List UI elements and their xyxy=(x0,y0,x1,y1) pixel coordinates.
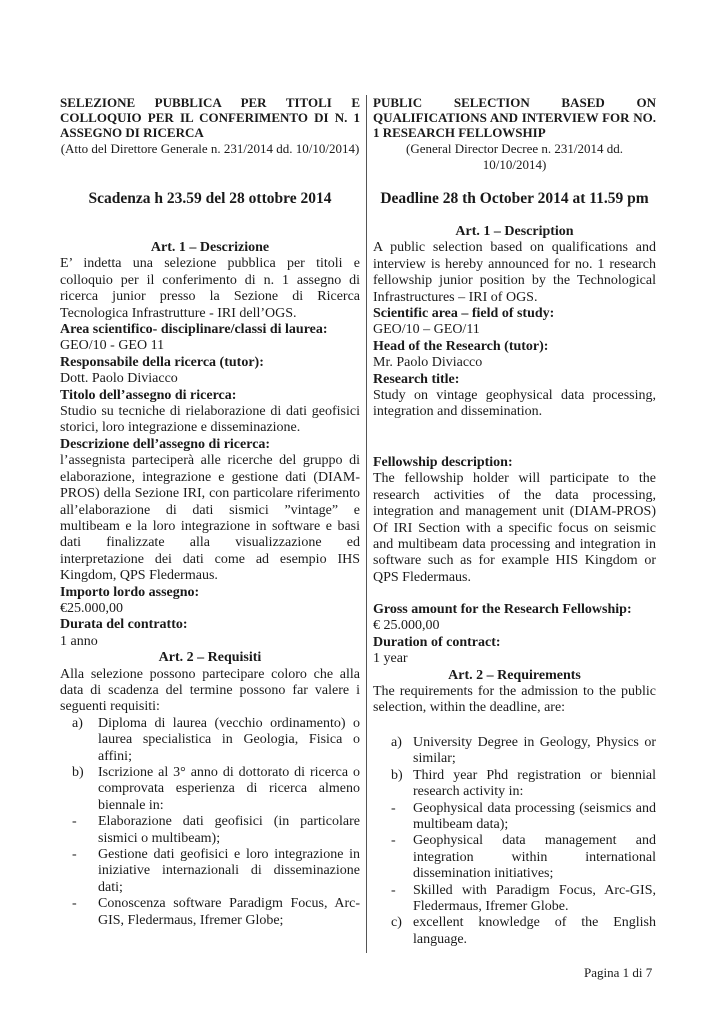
english-amount-value: € 25.000,00 xyxy=(373,618,440,634)
italian-tutor-label: Responsabile della ricerca (tutor): xyxy=(60,354,264,370)
english-title-value: Study on vintage geophysical data processing, integration and dissemination. xyxy=(373,388,656,420)
column-divider xyxy=(366,95,367,953)
italian-tutor-value: Dott. Paolo Diviacco xyxy=(60,371,178,387)
italian-req-d1: - Elaborazione dati geofisici (in particolare sismici o multibeam); xyxy=(72,814,360,846)
italian-duration-label: Durata del contratto: xyxy=(60,617,188,633)
english-req-a: a) University Degree in Geology, Physics or similar; xyxy=(391,735,656,767)
english-area-value: GEO/10 – GEO/11 xyxy=(373,322,480,338)
italian-amount-label: Importo lordo assegno: xyxy=(60,584,200,600)
english-req-c: c) excellent knowledge of the English language. xyxy=(391,915,656,947)
english-art1-text: A public selection based on qualifications and interview is hereby announced for no. 1 research fellowship junior position by the Technological Infrastructures – IRI of OGS. xyxy=(373,240,656,305)
english-req-d1: - Geophysical data processing (seismics and multibeam data); xyxy=(391,800,656,833)
english-tutor-label: Head of the Research (tutor): xyxy=(373,338,549,354)
english-req-d2: - Geophysical data management and integration within international dissemination initiatives; xyxy=(391,833,656,882)
italian-area-label: Area scientifico- disciplinare/classi di laurea: xyxy=(60,322,328,338)
english-duration-value: 1 year xyxy=(373,651,408,667)
italian-art1-text: E’ indetta una selezione pubblica per titoli e colloquio per il conferimento di n. 1 assegno di ricerca junior presso la Sezione di Ricerca Tecnologica Infrastrutture - IRI dell’OGS. xyxy=(60,256,360,321)
italian-req-d3: - Conoscenza software Paradigm Focus, Arc-GIS, Fledermaus, Ifremer Globe; xyxy=(72,896,360,928)
english-subheader: (General Director Decree n. 231/2014 dd. 10/10/2014) xyxy=(406,141,623,172)
english-art2-text: The requirements for the admission to the public selection, within the deadline, are: xyxy=(373,684,656,716)
italian-subheader: (Atto del Direttore Generale n. 231/2014 dd. 10/10/2014) xyxy=(60,141,360,156)
english-column xyxy=(373,95,656,173)
italian-title-label: Titolo dell’assegno di ricerca: xyxy=(60,387,237,403)
italian-deadline: Scadenza h 23.59 del 28 ottobre 2014 xyxy=(88,190,332,207)
english-amount-label: Gross amount for the Research Fellowship: xyxy=(373,602,632,617)
italian-amount-value: €25.000,00 xyxy=(60,600,123,616)
english-area-label: Scientific area – field of study: xyxy=(373,306,555,322)
english-art2-title: Art. 2 – Requirements xyxy=(448,667,581,683)
italian-title-value: Studio su tecniche di rielaborazione di dati geofisici storici, loro integrazione e disseminazione. xyxy=(60,404,360,436)
english-req-b: b) Third year Phd registration or biennial research activity in: xyxy=(391,767,656,800)
italian-art2-title: Art. 2 – Requisiti xyxy=(158,650,262,666)
english-duration-label: Duration of contract: xyxy=(373,634,501,650)
english-body-desc xyxy=(373,455,656,586)
italian-body xyxy=(60,240,360,929)
italian-area-value: GEO/10 - GEO 11 xyxy=(60,338,165,354)
page-number: Pagina 1 di 7 xyxy=(584,965,653,980)
italian-art2-text: Alla selezione possono partecipare coloro che alla data di scadenza del termine possono far valere i seguenti requisiti: xyxy=(60,666,360,715)
english-deadline: Deadline 28 th October 2014 at 11.59 pm xyxy=(380,190,649,207)
italian-desc-value: l’assegnista parteciperà alle ricerche del gruppo di elaborazione, integrazione e gestione dati (DIAM-PROS) della Sezione IRI, con particolare riferimento all’elaborazione di dati sismici ”vintage” e multibeam e la loro integrazione in software e basi dati finalizzate alla visualizzazione ed interpretazione dei dati come ad esempio IHS Kingdom, QPS Fledermaus. xyxy=(60,453,360,584)
english-req-d3: - Skilled with Paradigm Focus, Arc-GIS, Fledermaus, Ifremer Globe. xyxy=(391,882,656,915)
english-requirements xyxy=(373,735,656,948)
italian-req-a: a) Diploma di laurea (vecchio ordinamento) o laurea specialistica in Geologia, Fisica o affini; xyxy=(72,715,360,764)
english-header: PUBLIC SELECTION BASED ON QUALIFICATIONS AND INTERVIEW FOR NO. 1 RESEARCH FELLOWSHIP xyxy=(373,95,656,140)
english-body-bottom xyxy=(373,602,656,717)
italian-duration-value: 1 anno xyxy=(60,633,98,649)
italian-req-d2: - Gestione dati geofisici e loro integrazione in iniziative internazionali di disseminazione dati; xyxy=(72,847,360,895)
italian-req-b: b) Iscrizione al 3° anno di dottorato di ricerca o comprovata esperienza di ricerca almeno biennale in: xyxy=(72,765,360,813)
english-desc-value: The fellowship holder will participate to the research activities of the data processing, integration and management unit (DIAM-PROS) Of IRI Section with a specific focus on seismic and multibeam data processing and integration in software such as for example HIS Kingdom or QPS Fledermaus. xyxy=(373,471,656,585)
italian-art1-title: Art. 1 – Descrizione xyxy=(150,240,270,255)
italian-column xyxy=(60,95,360,157)
italian-desc-label: Descrizione dell’assegno di ricerca: xyxy=(60,436,271,452)
english-title-label: Research title: xyxy=(373,371,460,387)
italian-header: SELEZIONE PUBBLICA PER TITOLI E COLLOQUIO PER IL CONFERIMENTO DI N. 1 ASSEGNO DI RICERCA xyxy=(60,95,360,140)
english-desc-label: Fellowship description: xyxy=(373,455,513,470)
english-art1-title: Art. 1 – Description xyxy=(455,224,574,239)
english-tutor-value: Mr. Paolo Diviacco xyxy=(373,355,483,371)
english-body-top xyxy=(373,224,656,421)
